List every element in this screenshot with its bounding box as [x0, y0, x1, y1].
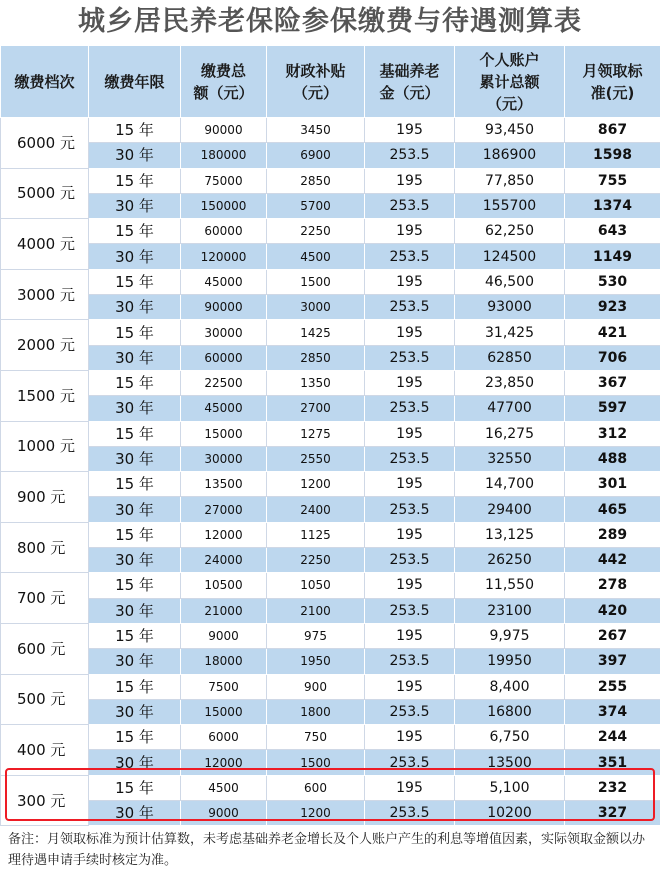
monthly-cell: 244: [565, 725, 660, 750]
subsidy-cell: 900: [267, 674, 365, 699]
total-cell: 12000: [181, 522, 267, 547]
monthly-cell: 1598: [565, 143, 660, 168]
table-row: [1, 699, 660, 724]
basic-cell: 253.5: [365, 548, 455, 573]
subsidy-cell: 1200: [267, 472, 365, 497]
total-cell: 60000: [181, 345, 267, 370]
level-cell: 1000 元: [1, 421, 89, 472]
total-cell: 30000: [181, 446, 267, 471]
table-row: [1, 143, 660, 168]
monthly-cell: 465: [565, 497, 660, 522]
basic-cell: 253.5: [365, 193, 455, 218]
basic-cell: 253.5: [365, 750, 455, 775]
monthly-cell: 289: [565, 522, 660, 547]
table-row: [1, 219, 660, 244]
header-text: 月领取标: [582, 61, 643, 80]
pension-table: [0, 45, 660, 826]
years-cell: 30 年: [89, 497, 181, 522]
header-text: （元）: [486, 94, 532, 113]
header-text: 累计总额: [479, 72, 540, 91]
subsidy-cell: 3450: [267, 118, 365, 143]
account-cell: 47700: [455, 396, 565, 421]
table-row: [1, 649, 660, 674]
subsidy-cell: 600: [267, 775, 365, 800]
monthly-cell: 267: [565, 623, 660, 648]
account-cell: 23,850: [455, 370, 565, 395]
level-cell: 6000 元: [1, 118, 89, 169]
monthly-cell: 232: [565, 775, 660, 800]
subsidy-cell: 1425: [267, 320, 365, 345]
monthly-cell: 643: [565, 219, 660, 244]
table-row: [1, 750, 660, 775]
total-cell: 12000: [181, 750, 267, 775]
years-cell: 30 年: [89, 143, 181, 168]
total-cell: 9000: [181, 623, 267, 648]
account-cell: 19950: [455, 649, 565, 674]
total-cell: 75000: [181, 168, 267, 193]
table-row: [1, 421, 660, 446]
header-text: 缴费档次: [14, 72, 75, 91]
header-years: [89, 46, 181, 118]
total-cell: 24000: [181, 548, 267, 573]
subsidy-cell: 750: [267, 725, 365, 750]
years-cell: 15 年: [89, 674, 181, 699]
table-row: [1, 522, 660, 547]
table-body: [1, 118, 660, 826]
total-cell: 90000: [181, 118, 267, 143]
subsidy-cell: 2250: [267, 548, 365, 573]
total-cell: 45000: [181, 396, 267, 421]
monthly-cell: 374: [565, 699, 660, 724]
total-cell: 150000: [181, 193, 267, 218]
years-cell: 30 年: [89, 699, 181, 724]
table-row: [1, 623, 660, 648]
basic-cell: 253.5: [365, 446, 455, 471]
table-row: [1, 193, 660, 218]
total-cell: 15000: [181, 421, 267, 446]
years-cell: 15 年: [89, 725, 181, 750]
account-cell: 8,400: [455, 674, 565, 699]
table-row: [1, 548, 660, 573]
subsidy-cell: 2850: [267, 168, 365, 193]
table-row: [1, 775, 660, 800]
basic-cell: 195: [365, 573, 455, 598]
years-cell: 15 年: [89, 320, 181, 345]
subsidy-cell: 5700: [267, 193, 365, 218]
subsidy-cell: 1500: [267, 750, 365, 775]
total-cell: 60000: [181, 219, 267, 244]
table-row: [1, 598, 660, 623]
table-row: [1, 118, 660, 143]
level-cell: 500 元: [1, 674, 89, 725]
basic-cell: 195: [365, 725, 455, 750]
monthly-cell: 488: [565, 446, 660, 471]
total-cell: 15000: [181, 699, 267, 724]
account-cell: 14,700: [455, 472, 565, 497]
level-cell: 1500 元: [1, 370, 89, 421]
years-cell: 30 年: [89, 295, 181, 320]
monthly-cell: 420: [565, 598, 660, 623]
account-cell: 6,750: [455, 725, 565, 750]
monthly-cell: 1149: [565, 244, 660, 269]
level-cell: 800 元: [1, 522, 89, 573]
header-text: 基础养老: [379, 61, 440, 80]
account-cell: 155700: [455, 193, 565, 218]
account-cell: 31,425: [455, 320, 565, 345]
basic-cell: 253.5: [365, 699, 455, 724]
account-cell: 11,550: [455, 573, 565, 598]
total-cell: 21000: [181, 598, 267, 623]
account-cell: 32550: [455, 446, 565, 471]
account-cell: 29400: [455, 497, 565, 522]
total-cell: 18000: [181, 649, 267, 674]
monthly-cell: 397: [565, 649, 660, 674]
table-row: [1, 269, 660, 294]
table-row: [1, 725, 660, 750]
level-cell: 3000 元: [1, 269, 89, 320]
level-cell: 600 元: [1, 623, 89, 674]
header-monthly: [565, 46, 660, 118]
years-cell: 15 年: [89, 472, 181, 497]
table-row: [1, 345, 660, 370]
monthly-cell: 327: [565, 801, 660, 826]
total-cell: 7500: [181, 674, 267, 699]
account-cell: 26250: [455, 548, 565, 573]
subsidy-cell: 1200: [267, 801, 365, 826]
account-cell: 16800: [455, 699, 565, 724]
account-cell: 93000: [455, 295, 565, 320]
total-cell: 90000: [181, 295, 267, 320]
basic-cell: 253.5: [365, 598, 455, 623]
basic-cell: 253.5: [365, 497, 455, 522]
total-cell: 30000: [181, 320, 267, 345]
monthly-cell: 755: [565, 168, 660, 193]
total-cell: 120000: [181, 244, 267, 269]
level-cell: 300 元: [1, 775, 89, 826]
years-cell: 15 年: [89, 118, 181, 143]
header-subsidy: [267, 46, 365, 118]
header-basic: [365, 46, 455, 118]
header-text: 准(元): [590, 83, 635, 102]
header-text: 个人账户: [479, 50, 540, 69]
total-cell: 180000: [181, 143, 267, 168]
years-cell: 30 年: [89, 446, 181, 471]
total-cell: 45000: [181, 269, 267, 294]
account-cell: 62,250: [455, 219, 565, 244]
table-row: [1, 168, 660, 193]
subsidy-cell: 1050: [267, 573, 365, 598]
account-cell: 10200: [455, 801, 565, 826]
table-row: [1, 801, 660, 826]
table-row: [1, 446, 660, 471]
table-title: 城乡居民养老保险参保缴费与待遇测算表: [78, 6, 582, 37]
table-row: [1, 370, 660, 395]
level-cell: 400 元: [1, 725, 89, 776]
monthly-cell: 442: [565, 548, 660, 573]
account-cell: 5,100: [455, 775, 565, 800]
account-cell: 13500: [455, 750, 565, 775]
basic-cell: 195: [365, 168, 455, 193]
years-cell: 30 年: [89, 193, 181, 218]
header-text: 缴费年限: [104, 72, 165, 91]
subsidy-cell: 1350: [267, 370, 365, 395]
account-cell: 23100: [455, 598, 565, 623]
account-cell: 77,850: [455, 168, 565, 193]
account-cell: 124500: [455, 244, 565, 269]
header-text: 缴费总: [200, 61, 246, 80]
years-cell: 30 年: [89, 396, 181, 421]
subsidy-cell: 2250: [267, 219, 365, 244]
years-cell: 15 年: [89, 168, 181, 193]
monthly-cell: 351: [565, 750, 660, 775]
years-cell: 15 年: [89, 775, 181, 800]
total-cell: 22500: [181, 370, 267, 395]
table-row: [1, 244, 660, 269]
years-cell: 30 年: [89, 548, 181, 573]
subsidy-cell: 1800: [267, 699, 365, 724]
account-cell: 13,125: [455, 522, 565, 547]
header-text: （元）: [292, 83, 338, 102]
table-row: [1, 396, 660, 421]
monthly-cell: 706: [565, 345, 660, 370]
subsidy-cell: 4500: [267, 244, 365, 269]
years-cell: 15 年: [89, 522, 181, 547]
monthly-cell: 1374: [565, 193, 660, 218]
table-row: [1, 674, 660, 699]
subsidy-cell: 975: [267, 623, 365, 648]
basic-cell: 195: [365, 623, 455, 648]
basic-cell: 195: [365, 674, 455, 699]
level-cell: 900 元: [1, 472, 89, 523]
level-cell: 5000 元: [1, 168, 89, 219]
basic-cell: 253.5: [365, 143, 455, 168]
table-row: [1, 573, 660, 598]
basic-cell: 253.5: [365, 801, 455, 826]
years-cell: 30 年: [89, 345, 181, 370]
basic-cell: 195: [365, 118, 455, 143]
account-cell: 186900: [455, 143, 565, 168]
monthly-cell: 312: [565, 421, 660, 446]
basic-cell: 253.5: [365, 345, 455, 370]
level-cell: 4000 元: [1, 219, 89, 270]
subsidy-cell: 1950: [267, 649, 365, 674]
header-text: 额（元）: [193, 83, 254, 102]
subsidy-cell: 2700: [267, 396, 365, 421]
years-cell: 30 年: [89, 750, 181, 775]
monthly-cell: 923: [565, 295, 660, 320]
monthly-cell: 867: [565, 118, 660, 143]
basic-cell: 195: [365, 320, 455, 345]
table-row: [1, 295, 660, 320]
years-cell: 15 年: [89, 370, 181, 395]
basic-cell: 195: [365, 269, 455, 294]
basic-cell: 195: [365, 421, 455, 446]
monthly-cell: 278: [565, 573, 660, 598]
basic-cell: 195: [365, 522, 455, 547]
basic-cell: 195: [365, 219, 455, 244]
subsidy-cell: 2850: [267, 345, 365, 370]
years-cell: 15 年: [89, 269, 181, 294]
years-cell: 30 年: [89, 598, 181, 623]
table-row: [1, 497, 660, 522]
monthly-cell: 597: [565, 396, 660, 421]
header-text: 财政补贴: [285, 61, 346, 80]
header-text: 金（元）: [379, 83, 440, 102]
subsidy-cell: 2100: [267, 598, 365, 623]
subsidy-cell: 1125: [267, 522, 365, 547]
basic-cell: 253.5: [365, 649, 455, 674]
subsidy-cell: 2400: [267, 497, 365, 522]
total-cell: 9000: [181, 801, 267, 826]
header-total: [181, 46, 267, 118]
years-cell: 30 年: [89, 244, 181, 269]
basic-cell: 253.5: [365, 396, 455, 421]
subsidy-cell: 3000: [267, 295, 365, 320]
total-cell: 4500: [181, 775, 267, 800]
subsidy-cell: 1275: [267, 421, 365, 446]
monthly-cell: 530: [565, 269, 660, 294]
basic-cell: 253.5: [365, 295, 455, 320]
header-account: [455, 46, 565, 118]
total-cell: 27000: [181, 497, 267, 522]
years-cell: 30 年: [89, 649, 181, 674]
subsidy-cell: 2550: [267, 446, 365, 471]
table-row: [1, 472, 660, 497]
account-cell: 9,975: [455, 623, 565, 648]
monthly-cell: 255: [565, 674, 660, 699]
years-cell: 15 年: [89, 623, 181, 648]
years-cell: 30 年: [89, 801, 181, 826]
basic-cell: 195: [365, 472, 455, 497]
footnote: 备注：月领取标准为预计估算数，未考虑基础养老金增长及个人账户产生的利息等增值因素，实际领取金额以办理待遇申请手续时核定为准。: [8, 832, 646, 868]
basic-cell: 195: [365, 370, 455, 395]
basic-cell: 253.5: [365, 244, 455, 269]
header-row: [1, 46, 660, 118]
account-cell: 62850: [455, 345, 565, 370]
monthly-cell: 367: [565, 370, 660, 395]
level-cell: 2000 元: [1, 320, 89, 371]
table-row: [1, 320, 660, 345]
subsidy-cell: 6900: [267, 143, 365, 168]
total-cell: 6000: [181, 725, 267, 750]
total-cell: 13500: [181, 472, 267, 497]
monthly-cell: 421: [565, 320, 660, 345]
total-cell: 10500: [181, 573, 267, 598]
subsidy-cell: 1500: [267, 269, 365, 294]
basic-cell: 195: [365, 775, 455, 800]
years-cell: 15 年: [89, 219, 181, 244]
level-cell: 700 元: [1, 573, 89, 624]
header-level: [1, 46, 89, 118]
account-cell: 93,450: [455, 118, 565, 143]
years-cell: 15 年: [89, 573, 181, 598]
years-cell: 15 年: [89, 421, 181, 446]
monthly-cell: 301: [565, 472, 660, 497]
account-cell: 16,275: [455, 421, 565, 446]
account-cell: 46,500: [455, 269, 565, 294]
